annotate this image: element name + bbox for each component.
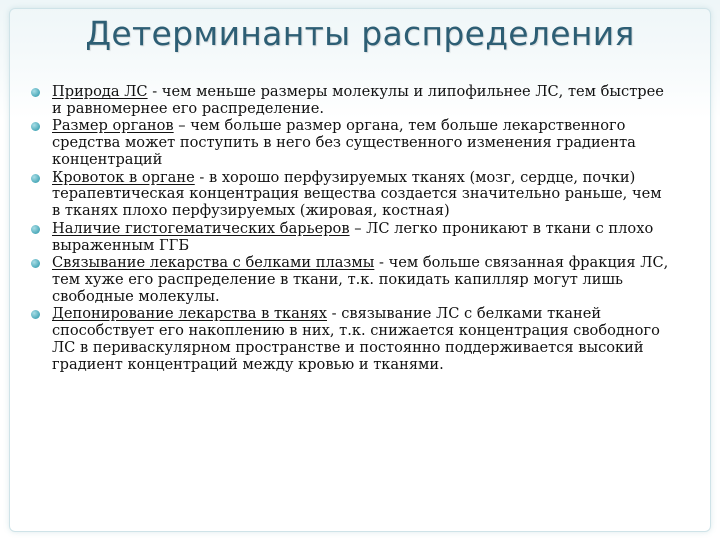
- slide-title: Детерминанты распределения: [85, 14, 635, 53]
- bullet-item-tissue-depot: [30, 306, 670, 374]
- bullet-term: Наличие гистогематических барьеров: [52, 219, 350, 237]
- bullet-icon: [31, 88, 40, 97]
- bullet-icon: [31, 122, 40, 131]
- bullet-text: - чем больше связанная фракция ЛС, тем хуже его распределение в ткани, т.к. покидать капилляр могут лишь свободные молекулы.: [52, 254, 669, 305]
- bullet-text: - чем меньше размеры молекулы и липофильнее ЛС, тем быстрее и равномернее его распределение.: [52, 83, 664, 117]
- bullet-icon: [31, 225, 40, 234]
- bullet-term: Кровоток в органе: [52, 168, 195, 186]
- bullet-item-barriers: [30, 221, 670, 255]
- bullet-icon: [31, 310, 40, 319]
- bullet-text: - связывание ЛС с белками тканей способствует его накоплению в них, т.к. снижается концентрация свободного ЛС в периваскулярном пространстве и постоянно поддерживается высокий градиент концентраций между кровью и тканями.: [52, 305, 660, 373]
- bullet-item-blood-flow: [30, 170, 670, 221]
- bullet-icon: [31, 174, 40, 183]
- bullet-term: Депонирование лекарства в тканях: [52, 305, 328, 323]
- bullet-item-protein-binding: [30, 255, 670, 306]
- bullet-text: - в хорошо перфузируемых тканях (мозг, сердце, почки) терапевтическая концентрация вещества создается значительно раньше, чем в тканях плохо перфузируемых (жировая, костная): [52, 168, 662, 220]
- bullet-item-nature: [30, 84, 670, 118]
- bullet-term: Природа ЛС: [52, 83, 148, 100]
- bullet-list: [30, 84, 670, 374]
- bullet-text: – чем больше размер органа, тем больше лекарственного средства может поступить в него без существенного изменения градиента концентраций: [52, 117, 636, 169]
- bullet-icon: [31, 259, 40, 268]
- bullet-text: – ЛС легко проникают в ткани с плохо выраженным ГГБ: [52, 219, 654, 254]
- bullet-term: Размер органов: [52, 117, 174, 135]
- bullet-item-organ-size: [30, 118, 670, 169]
- bullet-term: Связывание лекарства с белками плазмы: [52, 254, 375, 272]
